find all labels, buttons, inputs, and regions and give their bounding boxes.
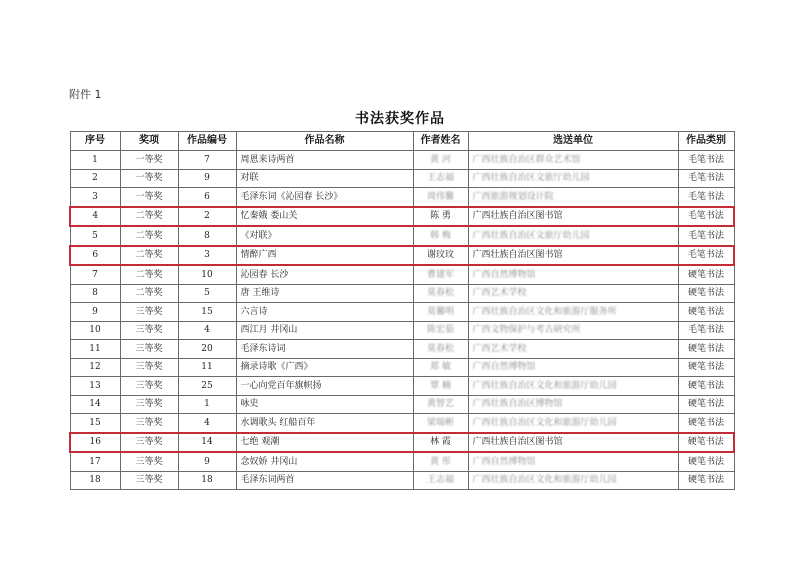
cell-work-title: 沁园春 长沙 — [236, 265, 413, 284]
table-row — [70, 246, 734, 266]
cell-author: 王志福 — [413, 169, 468, 188]
table-row — [70, 471, 734, 490]
table-row — [70, 414, 734, 433]
cell-award: 二等奖 — [120, 226, 178, 246]
cell-category: 硬笔书法 — [678, 284, 734, 303]
table-row — [70, 395, 734, 414]
cell-author: 黄 彤 — [413, 452, 468, 471]
table-row — [70, 284, 734, 303]
cell-no: 2 — [70, 169, 120, 188]
cell-category: 硬笔书法 — [678, 265, 734, 284]
cell-code: 4 — [178, 321, 236, 340]
table-row — [70, 188, 734, 207]
cell-award: 三等奖 — [120, 303, 178, 322]
cell-unit: 广西壮族自治区图书馆 — [468, 433, 678, 453]
table-row — [70, 377, 734, 396]
cell-author: 周伟馨 — [413, 188, 468, 207]
cell-category: 毛笔书法 — [678, 226, 734, 246]
cell-unit: 广西壮族自治区文化和旅游厅幼儿园 — [468, 471, 678, 490]
cell-award: 三等奖 — [120, 452, 178, 471]
cell-author: 黄智艺 — [413, 395, 468, 414]
cell-no: 18 — [70, 471, 120, 490]
cell-work-title: 毛泽东词两首 — [236, 471, 413, 490]
cell-unit: 广西壮族自治区文旅厅幼儿园 — [468, 226, 678, 246]
table-row — [70, 303, 734, 322]
cell-unit: 广西自然博物馆 — [468, 452, 678, 471]
cell-unit: 广西壮族自治区文化和旅游厅幼儿园 — [468, 414, 678, 433]
cell-category: 硬笔书法 — [678, 395, 734, 414]
cell-work-title: 忆秦娥 娄山关 — [236, 207, 413, 227]
cell-author: 黄 河 — [413, 151, 468, 170]
cell-award: 一等奖 — [120, 151, 178, 170]
cell-work-title: 摘录诗歌《广西》 — [236, 358, 413, 377]
cell-category: 硬笔书法 — [678, 340, 734, 359]
cell-author: 郑 敏 — [413, 358, 468, 377]
cell-no: 4 — [70, 207, 120, 227]
cell-unit: 广西艺术学校 — [468, 340, 678, 359]
table-row — [70, 265, 734, 284]
cell-code: 3 — [178, 246, 236, 266]
cell-code: 10 — [178, 265, 236, 284]
cell-no: 17 — [70, 452, 120, 471]
table-row — [70, 452, 734, 471]
cell-no: 14 — [70, 395, 120, 414]
cell-no: 9 — [70, 303, 120, 322]
cell-code: 15 — [178, 303, 236, 322]
cell-code: 2 — [178, 207, 236, 227]
table-row — [70, 151, 734, 170]
cell-award: 三等奖 — [120, 433, 178, 453]
cell-author: 梁瑞彬 — [413, 414, 468, 433]
cell-unit: 广西壮族自治区文化和旅游厅幼儿园 — [468, 377, 678, 396]
cell-author: 莫馨明 — [413, 303, 468, 322]
cell-work-title: 情醉广西 — [236, 246, 413, 266]
table-row — [70, 321, 734, 340]
cell-no: 10 — [70, 321, 120, 340]
cell-code: 11 — [178, 358, 236, 377]
cell-category: 硬笔书法 — [678, 358, 734, 377]
cell-work-title: 毛泽东词《沁园春 长沙》 — [236, 188, 413, 207]
cell-category: 毛笔书法 — [678, 188, 734, 207]
cell-unit: 广西壮族自治区文化和旅游厅服务所 — [468, 303, 678, 322]
cell-author: 韩 梅 — [413, 226, 468, 246]
cell-category: 硬笔书法 — [678, 452, 734, 471]
cell-category: 毛笔书法 — [678, 169, 734, 188]
cell-author: 林 霞 — [413, 433, 468, 453]
cell-code: 7 — [178, 151, 236, 170]
cell-author: 莫春松 — [413, 284, 468, 303]
cell-unit: 广西壮族自治区群众艺术馆 — [468, 151, 678, 170]
cell-author: 陈宏茹 — [413, 321, 468, 340]
cell-category: 硬笔书法 — [678, 433, 734, 453]
table-row — [70, 226, 734, 246]
table-body — [70, 151, 734, 490]
cell-no: 16 — [70, 433, 120, 453]
cell-unit: 广西文物保护与考古研究所 — [468, 321, 678, 340]
cell-award: 二等奖 — [120, 265, 178, 284]
cell-award: 二等奖 — [120, 284, 178, 303]
cell-work-title: 水调歌头 红船百年 — [236, 414, 413, 433]
cell-work-title: 六言诗 — [236, 303, 413, 322]
cell-category: 毛笔书法 — [678, 321, 734, 340]
table-row — [70, 358, 734, 377]
cell-code: 6 — [178, 188, 236, 207]
cell-no: 1 — [70, 151, 120, 170]
cell-no: 13 — [70, 377, 120, 396]
cell-unit: 广西艺术学校 — [468, 284, 678, 303]
cell-no: 5 — [70, 226, 120, 246]
cell-no: 12 — [70, 358, 120, 377]
cell-author: 曹建军 — [413, 265, 468, 284]
cell-no: 7 — [70, 265, 120, 284]
cell-category: 毛笔书法 — [678, 246, 734, 266]
cell-no: 6 — [70, 246, 120, 266]
cell-author: 谢玟玟 — [413, 246, 468, 266]
cell-code: 14 — [178, 433, 236, 453]
cell-work-title: 唐 王维诗 — [236, 284, 413, 303]
cell-work-title: 《对联》 — [236, 226, 413, 246]
cell-unit: 广西旅游规划设计院 — [468, 188, 678, 207]
cell-award: 一等奖 — [120, 188, 178, 207]
cell-award: 一等奖 — [120, 169, 178, 188]
cell-work-title: 对联 — [236, 169, 413, 188]
cell-code: 18 — [178, 471, 236, 490]
cell-unit: 广西自然博物馆 — [468, 358, 678, 377]
col-header-unit: 选送单位 — [468, 132, 678, 151]
cell-code: 5 — [178, 284, 236, 303]
cell-work-title: 咏史 — [236, 395, 413, 414]
cell-award: 三等奖 — [120, 321, 178, 340]
cell-code: 9 — [178, 452, 236, 471]
cell-award: 三等奖 — [120, 358, 178, 377]
table-row — [70, 340, 734, 359]
cell-code: 20 — [178, 340, 236, 359]
cell-category: 硬笔书法 — [678, 471, 734, 490]
col-header-award: 奖项 — [120, 132, 178, 151]
cell-category: 毛笔书法 — [678, 151, 734, 170]
table-row — [70, 169, 734, 188]
col-header-author: 作者姓名 — [413, 132, 468, 151]
cell-award: 三等奖 — [120, 395, 178, 414]
cell-code: 9 — [178, 169, 236, 188]
cell-no: 3 — [70, 188, 120, 207]
cell-unit: 广西壮族自治区图书馆 — [468, 246, 678, 266]
cell-award: 二等奖 — [120, 207, 178, 227]
cell-code: 25 — [178, 377, 236, 396]
cell-author: 莫春松 — [413, 340, 468, 359]
cell-award: 三等奖 — [120, 471, 178, 490]
cell-code: 8 — [178, 226, 236, 246]
cell-category: 硬笔书法 — [678, 414, 734, 433]
cell-author: 陈 勇 — [413, 207, 468, 227]
col-header-category: 作品类别 — [678, 132, 734, 151]
cell-code: 4 — [178, 414, 236, 433]
cell-award: 三等奖 — [120, 377, 178, 396]
cell-no: 8 — [70, 284, 120, 303]
cell-work-title: 周恩来诗两首 — [236, 151, 413, 170]
cell-award: 三等奖 — [120, 414, 178, 433]
col-header-code: 作品编号 — [178, 132, 236, 151]
cell-award: 三等奖 — [120, 340, 178, 359]
table-row — [70, 433, 734, 453]
cell-category: 硬笔书法 — [678, 377, 734, 396]
cell-category: 毛笔书法 — [678, 207, 734, 227]
cell-work-title: 西江月 井冈山 — [236, 321, 413, 340]
table-header-row — [70, 132, 734, 151]
cell-award: 二等奖 — [120, 246, 178, 266]
cell-category: 硬笔书法 — [678, 303, 734, 322]
cell-unit: 广西壮族自治区图书馆 — [468, 207, 678, 227]
awards-table — [69, 131, 735, 490]
cell-unit: 广西壮族自治区文旅厅幼儿园 — [468, 169, 678, 188]
document-title: 书法获奖作品 — [355, 111, 445, 127]
cell-author: 王志福 — [413, 471, 468, 490]
annex-label: 附件 1 — [69, 88, 102, 101]
col-header-work: 作品名称 — [236, 132, 413, 151]
table-row — [70, 207, 734, 227]
cell-unit: 广西壮族自治区博物馆 — [468, 395, 678, 414]
cell-author: 覃 楠 — [413, 377, 468, 396]
cell-work-title: 七绝 观潮 — [236, 433, 413, 453]
cell-no: 11 — [70, 340, 120, 359]
col-header-no: 序号 — [70, 132, 120, 151]
cell-unit: 广西自然博物馆 — [468, 265, 678, 284]
cell-work-title: 毛泽东诗词 — [236, 340, 413, 359]
cell-no: 15 — [70, 414, 120, 433]
cell-work-title: 念奴娇 井冈山 — [236, 452, 413, 471]
cell-code: 1 — [178, 395, 236, 414]
cell-work-title: 一心向党百年旗帜扬 — [236, 377, 413, 396]
